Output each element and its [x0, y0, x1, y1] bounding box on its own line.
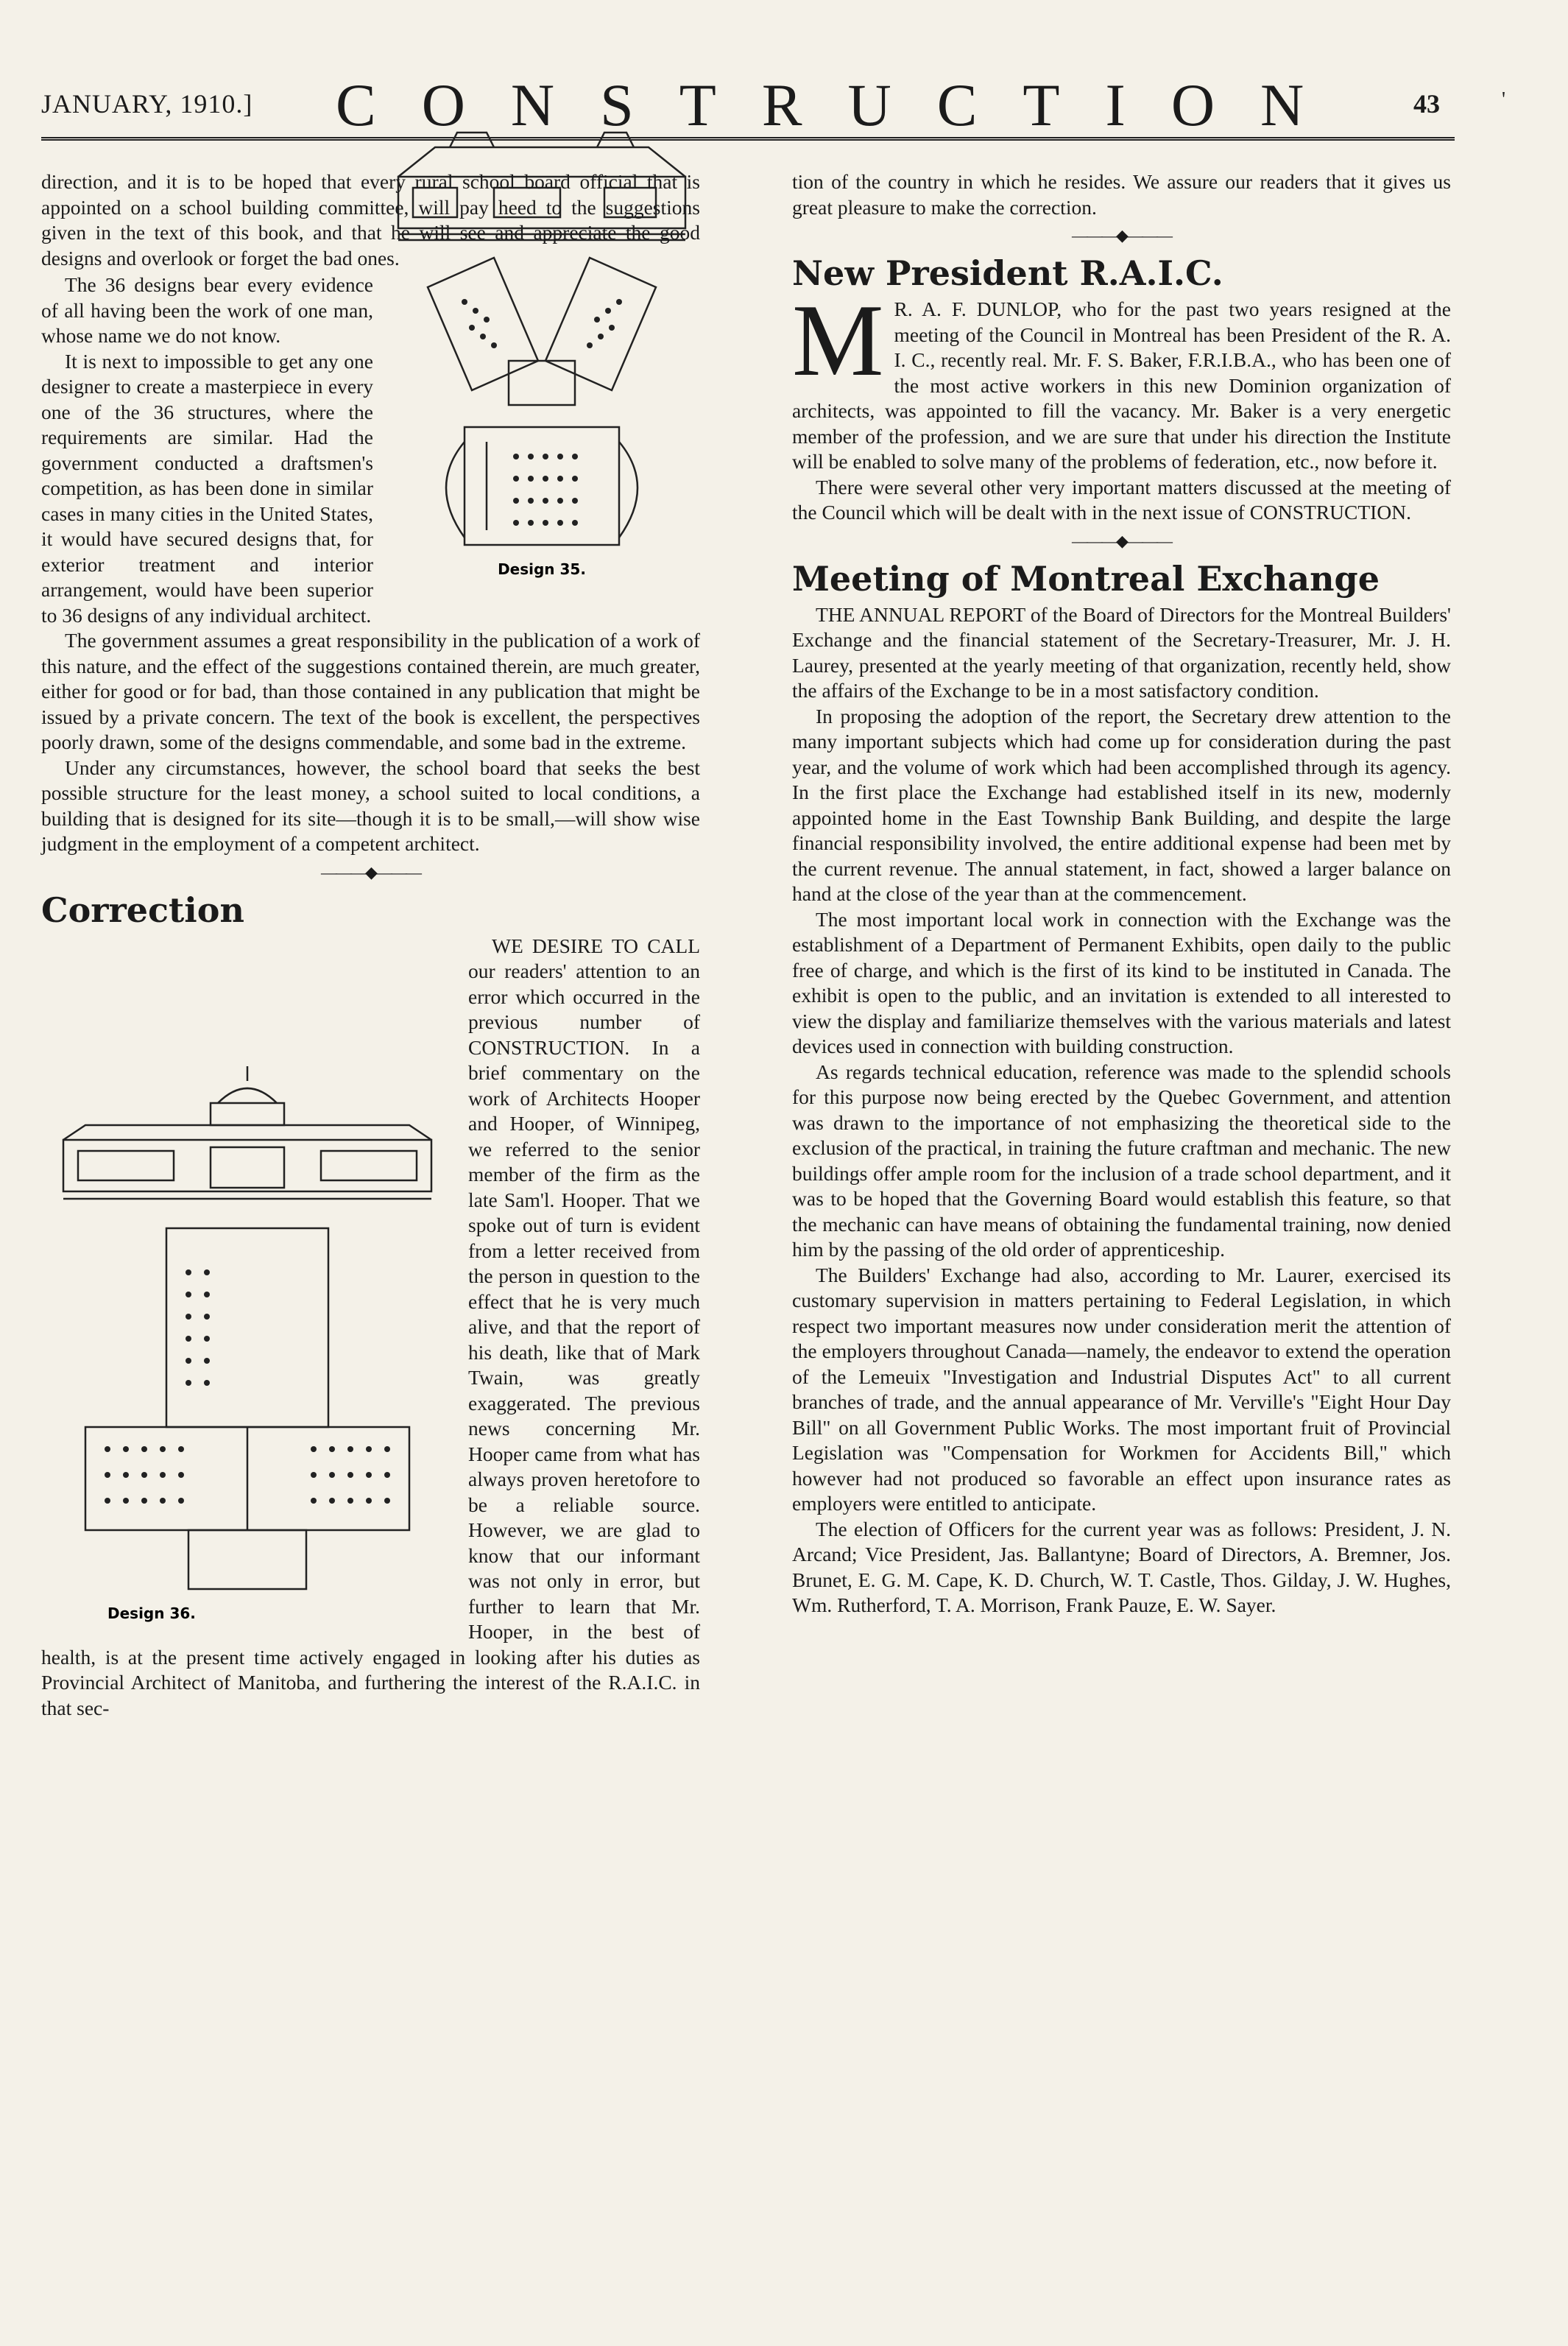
paragraph: R. A. F. DUNLOP, who for the past two years resigned at the meeting of the Council in Montreal has been President of the R. A. I. C., recently real. Mr. F. S. Baker, F.R.I.B.A., who has been one of the most active workers in this new Dominion organization of architects, was appointed to fill the vacancy. Mr. Baker is a very energetic member of the profession, and we are sure that under his direction the Institute will be enabled to solve many of the problems of federation, etc., now before it.	[792, 297, 1451, 473]
figure-design-36	[41, 1059, 453, 1633]
page-number: 43	[1413, 89, 1440, 119]
paragraph: As regards technical education, reference was made to the splendid schools for this purpose now being erected by the Quebec Government, and attention was drawn to the importance of not emphasizing the theoretical side to the exclusion of the practical, in training the future craftman and mechanic. The new buildings offer ample room for the inclusion of a trade school department, and it was to be hoped that the Governing Board would establish this feature, so that the mechanic can have means of obtaining the fundamental training, now denied him by the passing of the old order of apprenticeship.	[792, 1060, 1451, 1261]
paragraph: The Builders' Exchange had also, according to Mr. Laurer, exercised its customary supervision in matters pertaining to Federal Legislation, in which respect two important measures now under consideration merit the attention of the employers throughout Canada—namely, the endeavor to extend the operation of the Lemeuix "Investigation and Industrial Disputes Act" to all current branches of trade, and the annual appearance of Mr. Verville's "Eight Hour Day Bill" on all Government Public Works. The most important fruit of Provincial Legislation was "Compensation for Workmen for Accidents Bill," which however had not produced so favorable an effect upon insurance rates as employers were entitled to anticipate.	[792, 1263, 1451, 1515]
section-divider: ———◆———	[1072, 226, 1171, 244]
paragraph: It is next to impossible to get any one designer to create a masterpiece in every one of the 36 structures, where the requirements are similar. Had the government conducted a draftsmen's competition, as has been done in similar cases in many cities in the United States, it would have secured designs that, for exterior treatment and interior arrangement, would have been superior to 36 designs of any individual architect.	[41, 349, 373, 627]
design-36-drawing	[41, 1059, 453, 1633]
paragraph: direction, and it is to be hoped that every rural school board official that is appointed on a school building committee, will pay heed to the suggestions given in the text of this book, and that he will see and appreciate the good designs and overlook or forget the bad ones.	[41, 170, 700, 270]
paragraph: Under any circumstances, however, the school board that seeks the best possible structure for the least money, a school suited to local conditions, a building that is designed for its site—though it is to be small,—will show wise judgment in the employment of a competent architect.	[41, 755, 700, 855]
paragraph: The most important local work in connection with the Exchange was the establishment of a Department of Permanent Exhibits, open daily to the public free of charge, and which is the first of its kind to be instituted in Canada. The exhibit is open to the public, and an invitation is extended to all interested to view the display and familiarize themselves with the various materials and latest devices used in connection with building construction.	[792, 907, 1451, 1057]
masthead	[41, 66, 1455, 147]
paragraph: THE ANNUAL REPORT of the Board of Directors for the Montreal Builders' Exchange and the financial statement of the Secretary-Treasurer, Mr. J. H. Laurey, presented at the yearly meeting of that organization, recently held, show the affairs of the Exchange to be in a most satisfactory condition.	[792, 602, 1451, 702]
margin-mark: '	[1502, 88, 1506, 111]
section-divider: ———◆———	[1072, 531, 1171, 550]
paragraph: WE DESIRE TO CALL our readers' attention to an error which occurred in the previous number of CONSTRUCTION. In a brief commentary on the work of Architects Hooper and Hooper, of Winnipeg, we referred to the senior member of the firm as the late Sam'l. Hooper. That we spoke out of turn is evident from a letter received from the person in question to the effect that he is very much alive, and that the report of his death, like that of Mark Twain, was greatly exaggerated. The previous news concerning Mr. Hooper came from what has always proven heretofore to be a reliable source. However, we are glad to know that our informant was not only in error, but further to learn that Mr. Hooper, in the best of health, is at the present time actively engaged in looking after his duties as Provincial Architect of Manitoba, and furthering the interest of the R.A.I.C. in that sec-	[41, 934, 700, 1719]
page	[41, 66, 1455, 2319]
header-rule	[41, 137, 1455, 141]
paragraph: There were several other very important matters discussed at the meeting of the Council which will be dealt with in the next issue of CONSTRUCTION.	[792, 475, 1451, 524]
paragraph: The government assumes a great responsibility in the publication of a work of this nature, and the effect of the suggestions contained therein, are much greater, either for good or for bad, than those contained in any publication that might be issued by a private concern. The text of the book is excellent, the perspectives poorly drawn, some of the designs commendable, and some bad in the extreme.	[41, 629, 700, 753]
paragraph: The 36 designs bear every evidence of all having been the work of one man, whose name we do not know.	[41, 273, 373, 347]
paragraph: The election of Officers for the current year was as follows: President, J. N. Arcand; Vice President, Jas. Ballantyne; Board of Directors, A. Bremner, Jos. Brunet, E. G. M. Cape, K. D. Church, W. T. Castle, Thos. Gilday, J. W. Hughes, Wm. Rutherford, T. A. Morrison, Frank Pauze, E. W. Sayer.	[792, 1517, 1451, 1616]
fig36-caption: Design 36.	[107, 1604, 196, 1622]
montreal-exchange-heading: Meeting of Montreal Exchange	[792, 558, 1380, 599]
left-column	[41, 169, 700, 1721]
publication-title: CONSTRUCTION	[336, 71, 1350, 138]
fig35-caption: Design 35.	[498, 560, 586, 578]
paragraph: In proposing the adoption of the report, the Secretary drew attention to the many important subjects which had come up for consideration during the past year, and the volume of work which had been accomplished through its agency. In the first place the Exchange had established itself in its new, modernly appointed home in the East Township Bank Building, and despite the large financial responsibility involved, the entire additional expense had been met by the current revenue. The annual statement, in fact, showed a larger balance on hand at the close of the year than at the commencement.	[792, 704, 1451, 905]
raic-heading: New President R.A.I.C.	[792, 253, 1223, 293]
drop-cap: M	[792, 283, 884, 398]
section-divider: ———◆———	[321, 862, 420, 881]
paragraph: tion of the country in which he resides. We assure our readers that it gives us great pleasure to make the correction.	[792, 170, 1451, 219]
issue-date: JANUARY, 1910.]	[41, 89, 253, 119]
correction-heading: Correction	[41, 890, 244, 930]
right-column	[792, 169, 1451, 1618]
